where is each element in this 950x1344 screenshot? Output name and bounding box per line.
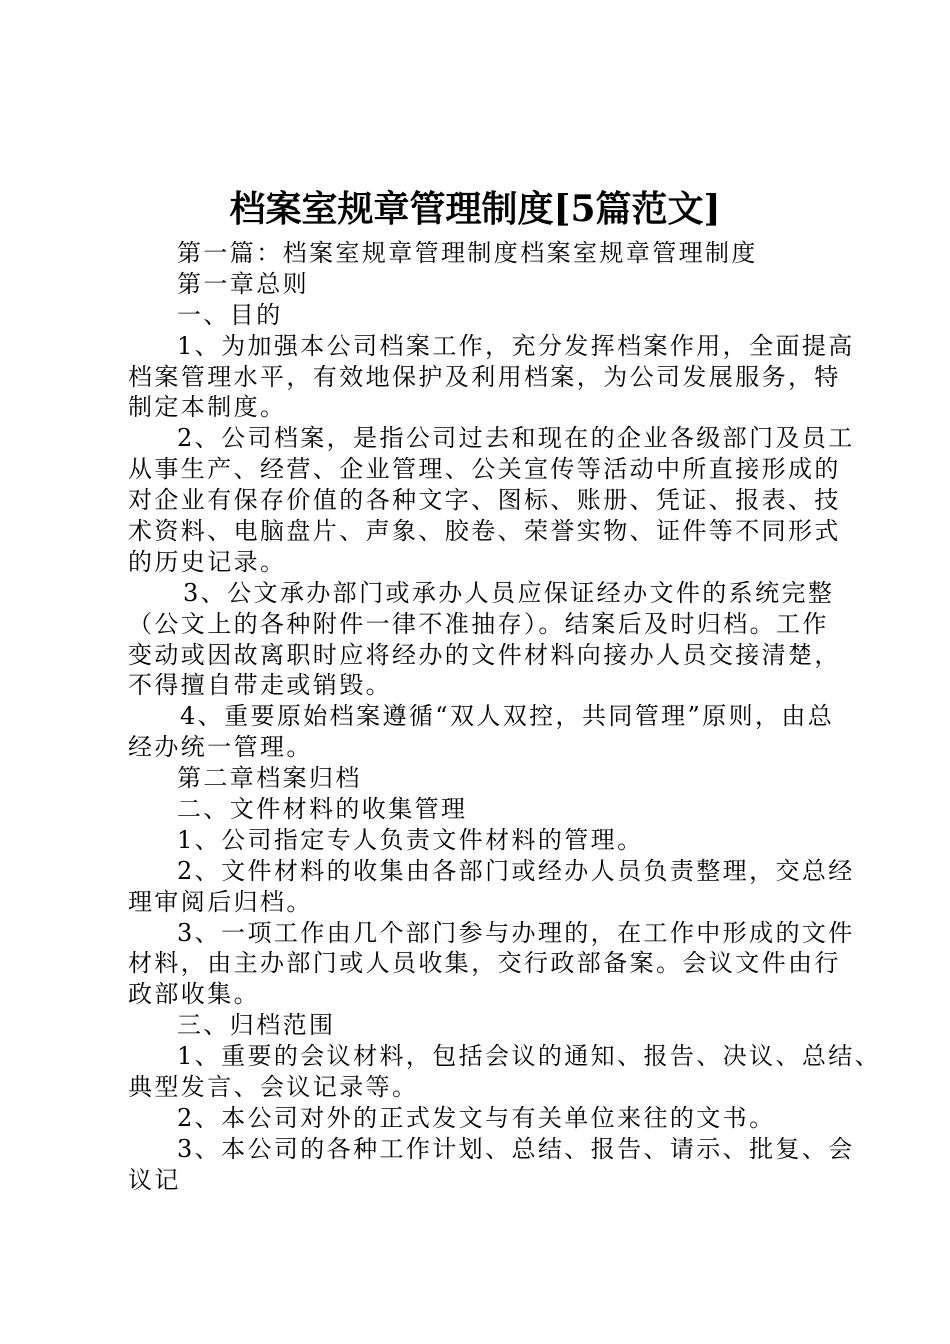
text-line: 经办统一管理。 [128, 733, 313, 762]
text-line: 议记 [128, 1165, 181, 1194]
text-line: 第二章档案归档 [177, 764, 362, 793]
text-line: 1、重要的会议材料，包括会议的通知、报告、决议、总结、 [177, 1042, 882, 1071]
text-line: 术资料、电脑盘片、声象、胶卷、荣誉实物、证件等不同形式 [128, 517, 841, 546]
text-line: 对企业有保存价值的各种文字、图标、账册、凭证、报表、技 [128, 486, 841, 515]
text-line: 2、公司档案，是指公司过去和现在的企业各级部门及员工 [177, 424, 855, 453]
text-line: 的历史记录。 [128, 547, 287, 576]
document-body [128, 238, 882, 1196]
text-line: 变动或因故离职时应将经办的文件材料向接办人员交接清楚， [128, 640, 841, 669]
text-line: 3、公文承办部门或承办人员应保证经办文件的系统完整 [183, 578, 835, 607]
text-line: 二、文件材料的收集管理 [177, 795, 468, 824]
text-line: 不得擅自带走或销毁。 [128, 671, 392, 700]
text-line: 2、本公司对外的正式发文与有关单位来往的文书。 [177, 1103, 776, 1132]
text-line: （公文上的各种附件一律不准抽存）。结案后及时归档。工作 [128, 609, 829, 638]
document-title: 档案室规章管理制度[5篇范文] [229, 188, 721, 230]
text-line: 从事生产、经营、企业管理、公关宣传等活动中所直接形成的 [128, 455, 841, 484]
text-line: 档案管理水平，有效地保护及利用档案，为公司发展服务，特 [128, 362, 841, 391]
text-line: 政部收集。 [128, 980, 260, 1009]
text-line: 第一章总则 [177, 269, 309, 298]
text-line: 4、重要原始档案遵循“双人双控，共同管理”原则，由总 [180, 702, 835, 731]
text-line: 2、文件材料的收集由各部门或经办人员负责整理，交总经 [177, 856, 855, 885]
text-line: 典型发言、会议记录等。 [128, 1073, 419, 1102]
text-line: 1、公司指定专人负责文件材料的管理。 [177, 825, 644, 854]
text-line: 制定本制度。 [128, 393, 287, 422]
text-line: 一、目的 [177, 300, 283, 329]
text-line: 理审阅后归档。 [128, 887, 313, 916]
text-line: 三、归档范围 [177, 1011, 336, 1040]
text-line: 1、为加强本公司档案工作，充分发挥档案作用，全面提高 [177, 331, 855, 360]
text-line: 3、一项工作由几个部门参与办理的，在工作中形成的文件 [177, 918, 855, 947]
text-line: 材料，由主办部门或人员收集，交行政部备案。会议文件由行 [128, 949, 841, 978]
text-line: 第一篇：档案室规章管理制度档案室规章管理制度 [177, 239, 758, 267]
text-line: 3、本公司的各种工作计划、总结、报告、请示、批复、会 [177, 1134, 855, 1163]
